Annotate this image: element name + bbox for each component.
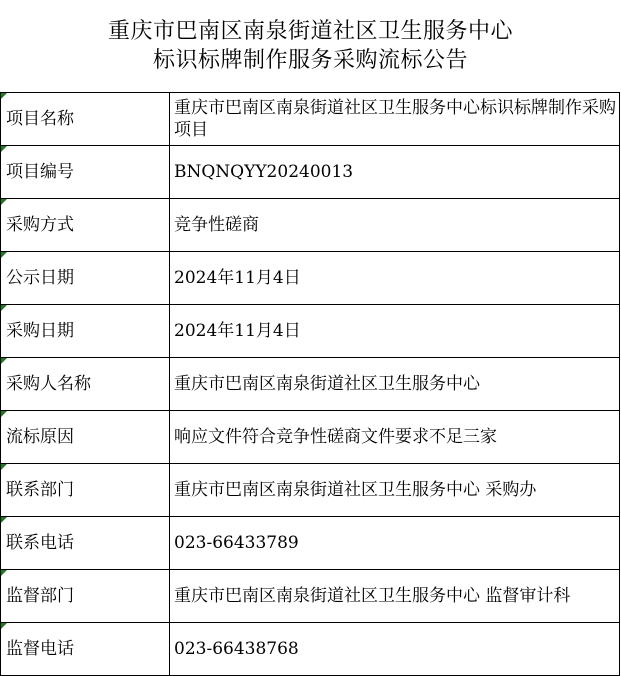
value-cell <box>170 146 620 199</box>
value-contact-department: 重庆市巴南区南泉街道社区卫生服务中心 采购办 <box>174 480 537 500</box>
row-supervision-department <box>1 570 620 623</box>
label-cell <box>1 146 170 199</box>
label-cell <box>1 623 170 676</box>
value-cell <box>170 517 620 570</box>
label-cell <box>1 93 170 146</box>
value-publish-date: 2024年11月4日 <box>174 268 301 288</box>
value-cell <box>170 358 620 411</box>
value-procurement-method: 竞争性磋商 <box>174 215 259 235</box>
announcement-title <box>0 0 621 92</box>
row-contact-department <box>1 464 620 517</box>
row-procurement-method <box>1 199 620 252</box>
label-contact-department: 联系部门 <box>6 480 74 500</box>
label-cell <box>1 570 170 623</box>
row-procurement-date <box>1 305 620 358</box>
value-cell <box>170 305 620 358</box>
cell-marker <box>1 623 7 629</box>
cell-marker <box>1 517 7 523</box>
cell-marker <box>1 146 7 152</box>
value-supervision-department: 重庆市巴南区南泉街道社区卫生服务中心 监督审计科 <box>174 586 571 606</box>
label-supervision-phone: 监督电话 <box>6 639 74 659</box>
title-line-2: 标识标牌制作服务采购流标公告 <box>152 48 468 73</box>
cell-marker <box>1 358 7 364</box>
label-contact-phone: 联系电话 <box>6 533 74 553</box>
label-supervision-department: 监督部门 <box>6 586 74 606</box>
label-procurement-date: 采购日期 <box>6 321 74 341</box>
row-failure-reason <box>1 411 620 464</box>
cell-marker <box>1 305 7 311</box>
label-project-name: 项目名称 <box>6 109 74 129</box>
value-cell <box>170 252 620 305</box>
value-failure-reason: 响应文件符合竞争性磋商文件要求不足三家 <box>174 427 497 447</box>
value-project-name: 重庆市巴南区南泉街道社区卫生服务中心标识标牌制作采购项目 <box>174 98 616 140</box>
value-cell <box>170 570 620 623</box>
row-project-number <box>1 146 620 199</box>
label-project-number: 项目编号 <box>6 162 74 182</box>
value-project-number: BNQNQYY20240013 <box>174 162 354 182</box>
label-purchaser-name: 采购人名称 <box>6 374 91 394</box>
cell-marker <box>1 411 7 417</box>
row-purchaser-name <box>1 358 620 411</box>
label-cell <box>1 358 170 411</box>
label-cell <box>1 199 170 252</box>
cell-marker <box>1 464 7 470</box>
row-publish-date <box>1 252 620 305</box>
value-cell <box>170 93 620 146</box>
value-cell <box>170 623 620 676</box>
cell-marker <box>1 93 7 99</box>
label-failure-reason: 流标原因 <box>6 427 74 447</box>
value-cell <box>170 411 620 464</box>
label-cell <box>1 305 170 358</box>
cell-marker <box>1 570 7 576</box>
value-cell <box>170 199 620 252</box>
label-cell <box>1 411 170 464</box>
value-procurement-date: 2024年11月4日 <box>174 321 301 341</box>
value-contact-phone: 023-66433789 <box>174 533 299 553</box>
label-procurement-method: 采购方式 <box>6 215 74 235</box>
info-table <box>0 92 620 676</box>
label-cell <box>1 252 170 305</box>
cell-marker <box>1 199 7 205</box>
row-supervision-phone <box>1 623 620 676</box>
label-cell <box>1 464 170 517</box>
label-publish-date: 公示日期 <box>6 268 74 288</box>
row-project-name <box>1 93 620 146</box>
row-contact-phone <box>1 517 620 570</box>
label-cell <box>1 517 170 570</box>
title-line-1: 重庆市巴南区南泉街道社区卫生服务中心 <box>107 19 513 44</box>
value-purchaser-name: 重庆市巴南区南泉街道社区卫生服务中心 <box>174 374 480 394</box>
value-supervision-phone: 023-66438768 <box>174 639 299 659</box>
value-cell <box>170 464 620 517</box>
cell-marker <box>1 252 7 258</box>
